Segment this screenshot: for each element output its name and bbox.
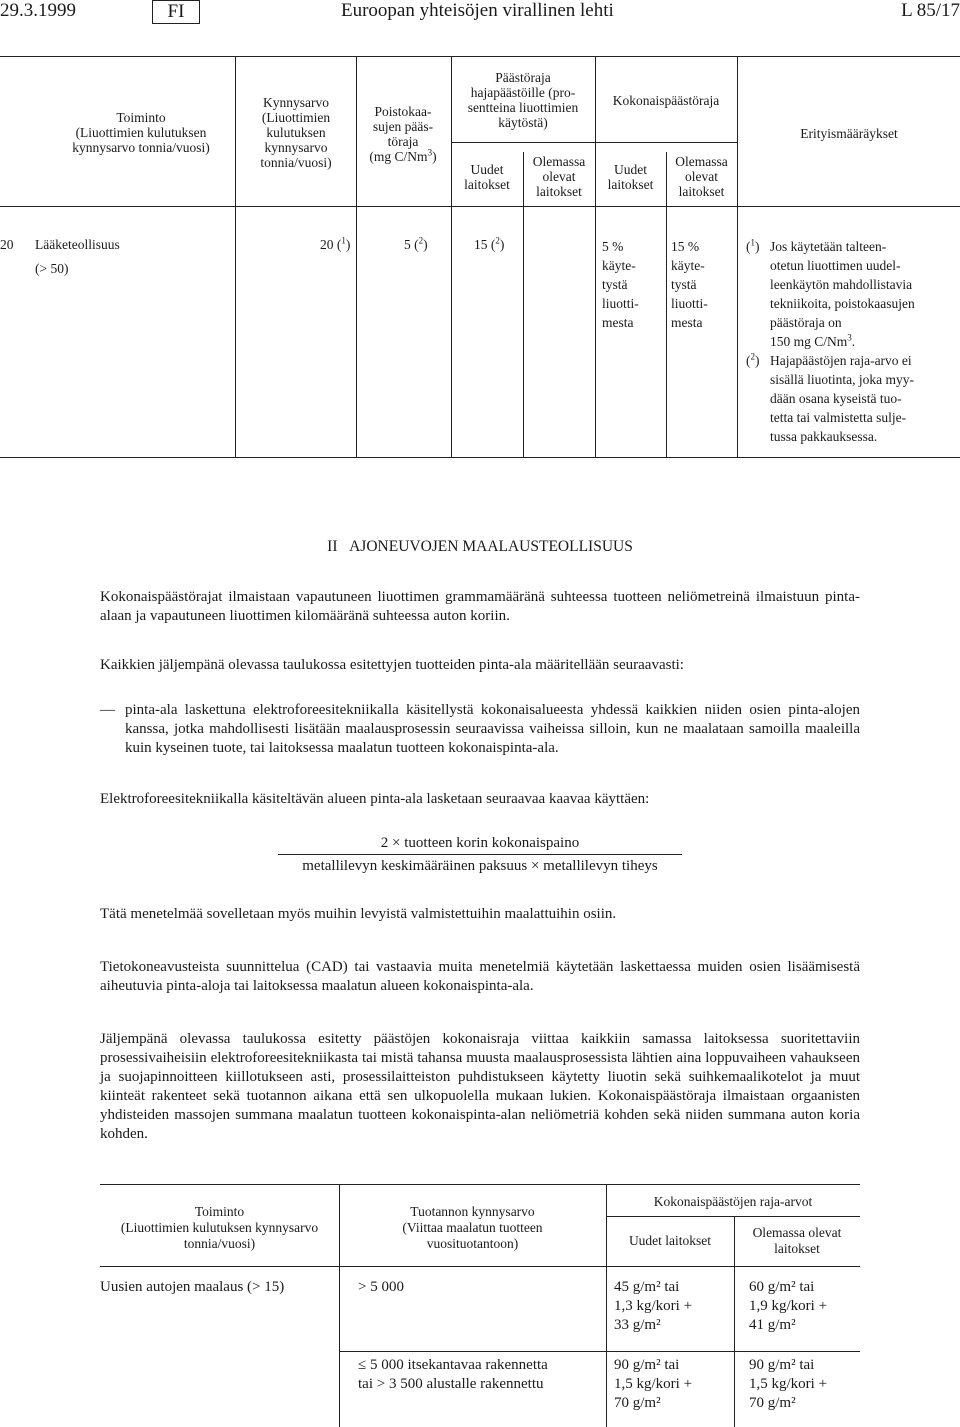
row-threshold: 20 ($^1$) xyxy=(320,235,351,252)
col-divider xyxy=(737,56,738,457)
footnote-ref: 2 xyxy=(418,235,424,246)
cell-text: tystä xyxy=(602,277,628,292)
header-text: (Liuottimien kulutuksen kynnysarvo xyxy=(120,1220,319,1235)
footnote-line xyxy=(746,332,960,351)
header-text: laitokset xyxy=(464,177,510,192)
col-divider xyxy=(451,56,452,457)
row-threshold-range: (> 50) xyxy=(35,261,69,276)
footnote-ref: 2 xyxy=(495,235,500,246)
table2-top-rule xyxy=(100,1184,860,1185)
header-text: tonnia/vuosi) xyxy=(183,1236,256,1251)
t2-row1-production: > 5 000 xyxy=(358,1279,404,1295)
table-header-rule xyxy=(0,206,960,207)
footnote-text: 150 mg C/Nm xyxy=(770,334,848,349)
cell-text: käyte- xyxy=(602,258,636,273)
header-text: töraja xyxy=(387,134,419,149)
cell-text: 1,5 kg/kori + xyxy=(749,1376,828,1392)
footnote-1 xyxy=(746,237,960,351)
footnote-text: . xyxy=(851,334,856,349)
paragraph-5: Tätä menetelmää sovelletaan myös muihin levyistä valmistettuihin maalattuihin osiin. xyxy=(100,906,617,922)
header-existing-1 xyxy=(524,154,594,199)
footnote-text: tekniikoita, poistokaasujen xyxy=(770,296,915,311)
cell-text: 45 g/m² tai xyxy=(614,1279,680,1295)
cell-text: mesta xyxy=(671,315,703,330)
header-activity xyxy=(56,110,226,155)
header-text: Kynnysarvo xyxy=(263,95,329,110)
header-text: laitokset xyxy=(536,184,582,199)
special-provisions xyxy=(746,237,960,446)
cell-value: 5 xyxy=(404,237,411,252)
list-dash: — xyxy=(100,702,115,718)
cell-text: 15 % xyxy=(671,239,700,254)
header-text xyxy=(362,149,444,164)
header-text: tonnia/vuosi) xyxy=(260,155,332,170)
row-emission-limit: 5 ($^2$) xyxy=(404,235,428,252)
t2-row2-new xyxy=(614,1356,692,1413)
header-threshold xyxy=(244,95,348,170)
t2-header-activity xyxy=(100,1204,339,1252)
cell-text: 1,9 kg/kori + xyxy=(749,1298,828,1314)
footnote-marker: ($^1$) xyxy=(746,237,760,254)
t2-row1-activity: Uusien autojen maalaus (> 15) xyxy=(100,1279,285,1295)
paragraph-6: Tietokoneavusteista suunnittelua (CAD) tai vastaavia muita menetelmiä käytetään laskettaessa muiden osien lisäämisestä aiheutuvia pinta-aloja tai laitoksessa maalatun alueen kokonaispinta-ala. xyxy=(100,959,860,994)
language-code: FI xyxy=(167,1,185,22)
cell-value: 20 xyxy=(320,237,334,252)
footnote-text: tetta tai valmistetta sulje- xyxy=(770,410,907,425)
row-total-existing xyxy=(671,237,708,332)
page-number: L 85/17 xyxy=(901,0,960,21)
t2-header-new: Uudet laitokset xyxy=(628,1233,712,1248)
t2-row1-existing xyxy=(749,1278,827,1335)
t2-row2-existing xyxy=(749,1356,827,1413)
cell-text: 41 g/m² xyxy=(749,1317,796,1333)
cell-text: 70 g/m² xyxy=(614,1395,661,1411)
section-number: II xyxy=(327,538,338,555)
paragraph-7: Jäljempänä olevassa taulukossa esitetty päästöjen kokonaisraja viittaa kaikkiin samassa laitoksessa suoritettaviin prosessivaiheisiin elektroforeesitekniikasta tai mistä tahansa muusta maalausprosessista lähtien aina loppuvaiheen vahaukseen ja suojapinnoitteen kiillotukseen asti, prosessilaitteiston puhdistukseen käytetty liuotin sekä suihkemaalikotelot ja muut kiinteät rakenteet sekä tuotannon aikana että sen ulkopuolella mukaan lukien. Kokonaispäästöraja ilmaistaan orgaanisten yhdisteiden massojen summana maalatun tuotteen kokonaispinta-alan neliömetriä kohden sekä niiden summana auton koria kohden. xyxy=(100,1031,860,1142)
header-text: kulutuksen xyxy=(266,125,326,140)
header-text: kynnysarvo xyxy=(264,140,328,155)
footnote-marker: ($^2$) xyxy=(746,351,760,368)
table-top-rule xyxy=(0,56,960,57)
formula-denominator: metallilevyn keskimääräinen paksuus × metallilevyn tiheys xyxy=(302,858,658,874)
header-text: (Viittaa maalatun tuotteen xyxy=(402,1220,543,1235)
footnote-ref: 1 xyxy=(341,235,346,246)
cell-text: 90 g/m² tai xyxy=(749,1357,815,1373)
footnote-text: tussa pakkauksessa. xyxy=(770,429,878,444)
header-date: 29.3.1999 xyxy=(0,0,76,21)
header-text: Olemassa xyxy=(532,154,586,169)
row-total-new xyxy=(602,237,639,332)
table-car-painting xyxy=(0,1184,960,1427)
cell-value: 15 xyxy=(474,237,488,252)
footnote-2 xyxy=(746,351,960,446)
header-total: Kokonaispäästöraja xyxy=(612,93,720,108)
header-text: vuosituotantoon) xyxy=(426,1236,519,1251)
header-existing-2 xyxy=(667,154,736,199)
header-fugitive xyxy=(454,70,592,130)
row-number: 20 xyxy=(0,237,14,252)
col-divider xyxy=(235,56,236,457)
header-text: Tuotannon kynnysarvo xyxy=(410,1204,535,1219)
t2-row2-production xyxy=(358,1356,548,1394)
header-text: Toiminto xyxy=(194,1204,245,1219)
cell-text: 5 % xyxy=(602,239,624,254)
header-special: Erityismääräykset xyxy=(800,126,898,141)
header-text: Uudet xyxy=(614,162,647,177)
table2-header-rule xyxy=(100,1266,860,1267)
footnote-text: dään osana kyseistä tuo- xyxy=(770,391,902,406)
cell-text: 60 g/m² tai xyxy=(749,1279,815,1295)
col-divider xyxy=(606,1184,607,1427)
cell-text: 1,3 kg/kori + xyxy=(614,1298,693,1314)
header-new-2 xyxy=(596,162,665,192)
cell-text: 1,5 kg/kori + xyxy=(614,1376,693,1392)
t2-header-existing xyxy=(734,1225,860,1257)
footnote-ref: 2 xyxy=(750,351,755,362)
header-text: olevat xyxy=(542,169,576,184)
table-pharma xyxy=(0,56,960,459)
header-text: (Liuottimien kulutuksen xyxy=(75,125,207,140)
footnote-text: Jos käytetään talteen- xyxy=(770,239,887,254)
paragraph-2: Kaikkien jäljempänä olevassa taulukossa esitettyjen tuotteiden pinta-ala määritellään seuraavasti: xyxy=(100,657,684,673)
header-new-1 xyxy=(452,162,522,192)
table2-subheader-rule xyxy=(606,1216,860,1217)
footnote-text: leenkäytön mahdollistavia xyxy=(770,277,913,292)
t2-header-total: Kokonaispäästöjen raja-arvot xyxy=(653,1194,813,1209)
section-heading xyxy=(0,538,960,556)
paragraph-4: Elektroforeesitekniikalla käsiteltävän alueen pinta-ala lasketaan seuraavaa kaavaa käyttäen: xyxy=(100,791,650,807)
header-text: ) xyxy=(432,149,437,164)
cell-text: tai > 3 500 alustalle rakennettu xyxy=(358,1376,544,1392)
subheader-rule xyxy=(451,142,737,143)
cell-text: ≤ 5 000 itsekantavaa rakennetta xyxy=(358,1357,548,1373)
section-title: AJONEUVOJEN MAALAUSTEOLLISUUS xyxy=(349,538,633,555)
header-text: hajapäästöille (pro- xyxy=(470,85,576,100)
cell-text: tystä xyxy=(671,277,697,292)
superscript: 3 xyxy=(847,332,852,343)
footnote-ref: 1 xyxy=(750,237,755,248)
cell-text: liuotti- xyxy=(602,296,639,311)
header-text: sujen pääs- xyxy=(372,119,434,134)
col-divider xyxy=(356,56,357,457)
language-box xyxy=(152,0,200,24)
header-text: Olemassa olevat xyxy=(752,1225,842,1240)
fraction-bar xyxy=(278,854,682,855)
header-text: olevat xyxy=(685,169,718,184)
header-text: kynnysarvo tonnia/vuosi) xyxy=(72,140,210,155)
formula-numerator: 2 × tuotteen korin kokonaispaino xyxy=(380,835,580,851)
paragraph-1: Kokonaispäästörajat ilmaistaan vapautuneen liuottimen grammamääränä suhteessa tuotteen neliömetreinä ilmaistuun pinta-alaan ja vapautuneen liuottimen kilomääränä suhteessa auton koriin. xyxy=(100,589,860,624)
cell-text: mesta xyxy=(602,315,634,330)
cell-text: 70 g/m² xyxy=(749,1395,796,1411)
t2-row1-new xyxy=(614,1278,692,1335)
footnote-text: otetun liuottimen uudel- xyxy=(770,258,901,273)
header-emission-limit xyxy=(362,104,444,164)
cell-text: käyte- xyxy=(671,258,705,273)
header-text: Uudet xyxy=(470,162,504,177)
t2-header-production xyxy=(339,1204,606,1252)
header-text: (mg C/Nm xyxy=(369,149,428,164)
header-text: laitokset xyxy=(774,1241,820,1256)
header-text: Olemassa xyxy=(675,154,728,169)
header-text: laitokset xyxy=(678,184,725,199)
header-text: Toiminto xyxy=(116,110,166,125)
cell-text: liuotti- xyxy=(671,296,708,311)
table-bottom-rule xyxy=(0,457,960,458)
cell-text: 90 g/m² tai xyxy=(614,1357,680,1373)
header-text: laitokset xyxy=(607,177,654,192)
journal-title: Euroopan yhteisöjen virallinen lehti xyxy=(341,0,614,21)
header-text: sentteina liuottimien xyxy=(467,100,579,115)
footnote-text: päästöraja on xyxy=(770,315,842,330)
footnote-line xyxy=(746,351,960,370)
table2-row-rule xyxy=(339,1351,860,1352)
header-text: (Liuottimien xyxy=(261,110,331,125)
header-text: Päästöraja xyxy=(495,70,551,85)
footnote-text: Hajapäästöjen raja-arvo ei xyxy=(770,353,912,368)
superscript: 3 xyxy=(427,147,433,158)
footnote-text: sisällä liuotinta, joka myy- xyxy=(770,372,914,387)
col-divider xyxy=(595,56,596,457)
cell-text: 33 g/m² xyxy=(614,1317,661,1333)
header-text: Poistokaa- xyxy=(374,104,432,119)
paragraph-3: pinta-ala laskettuna elektroforeesitekniikalla käsitellystä kokonaisalueesta yhdessä kaikkien niiden osien pinta-alojen kanssa, jotka mahdollisesti lisätään maalausprosessin seuraavissa vaiheissa silloin, kun ne maalataan samoilla maaleilla kuin kyseinen tuote, tai laitoksessa maalatun tuotteen kokonaispinta-ala. xyxy=(125,702,860,756)
header-text: käytöstä) xyxy=(498,115,548,130)
row-activity: Lääketeollisuus xyxy=(35,237,120,252)
row-fugitive-new: 15 ($^2$) xyxy=(474,235,505,252)
footnote-line xyxy=(746,237,960,256)
page-header xyxy=(0,0,960,24)
